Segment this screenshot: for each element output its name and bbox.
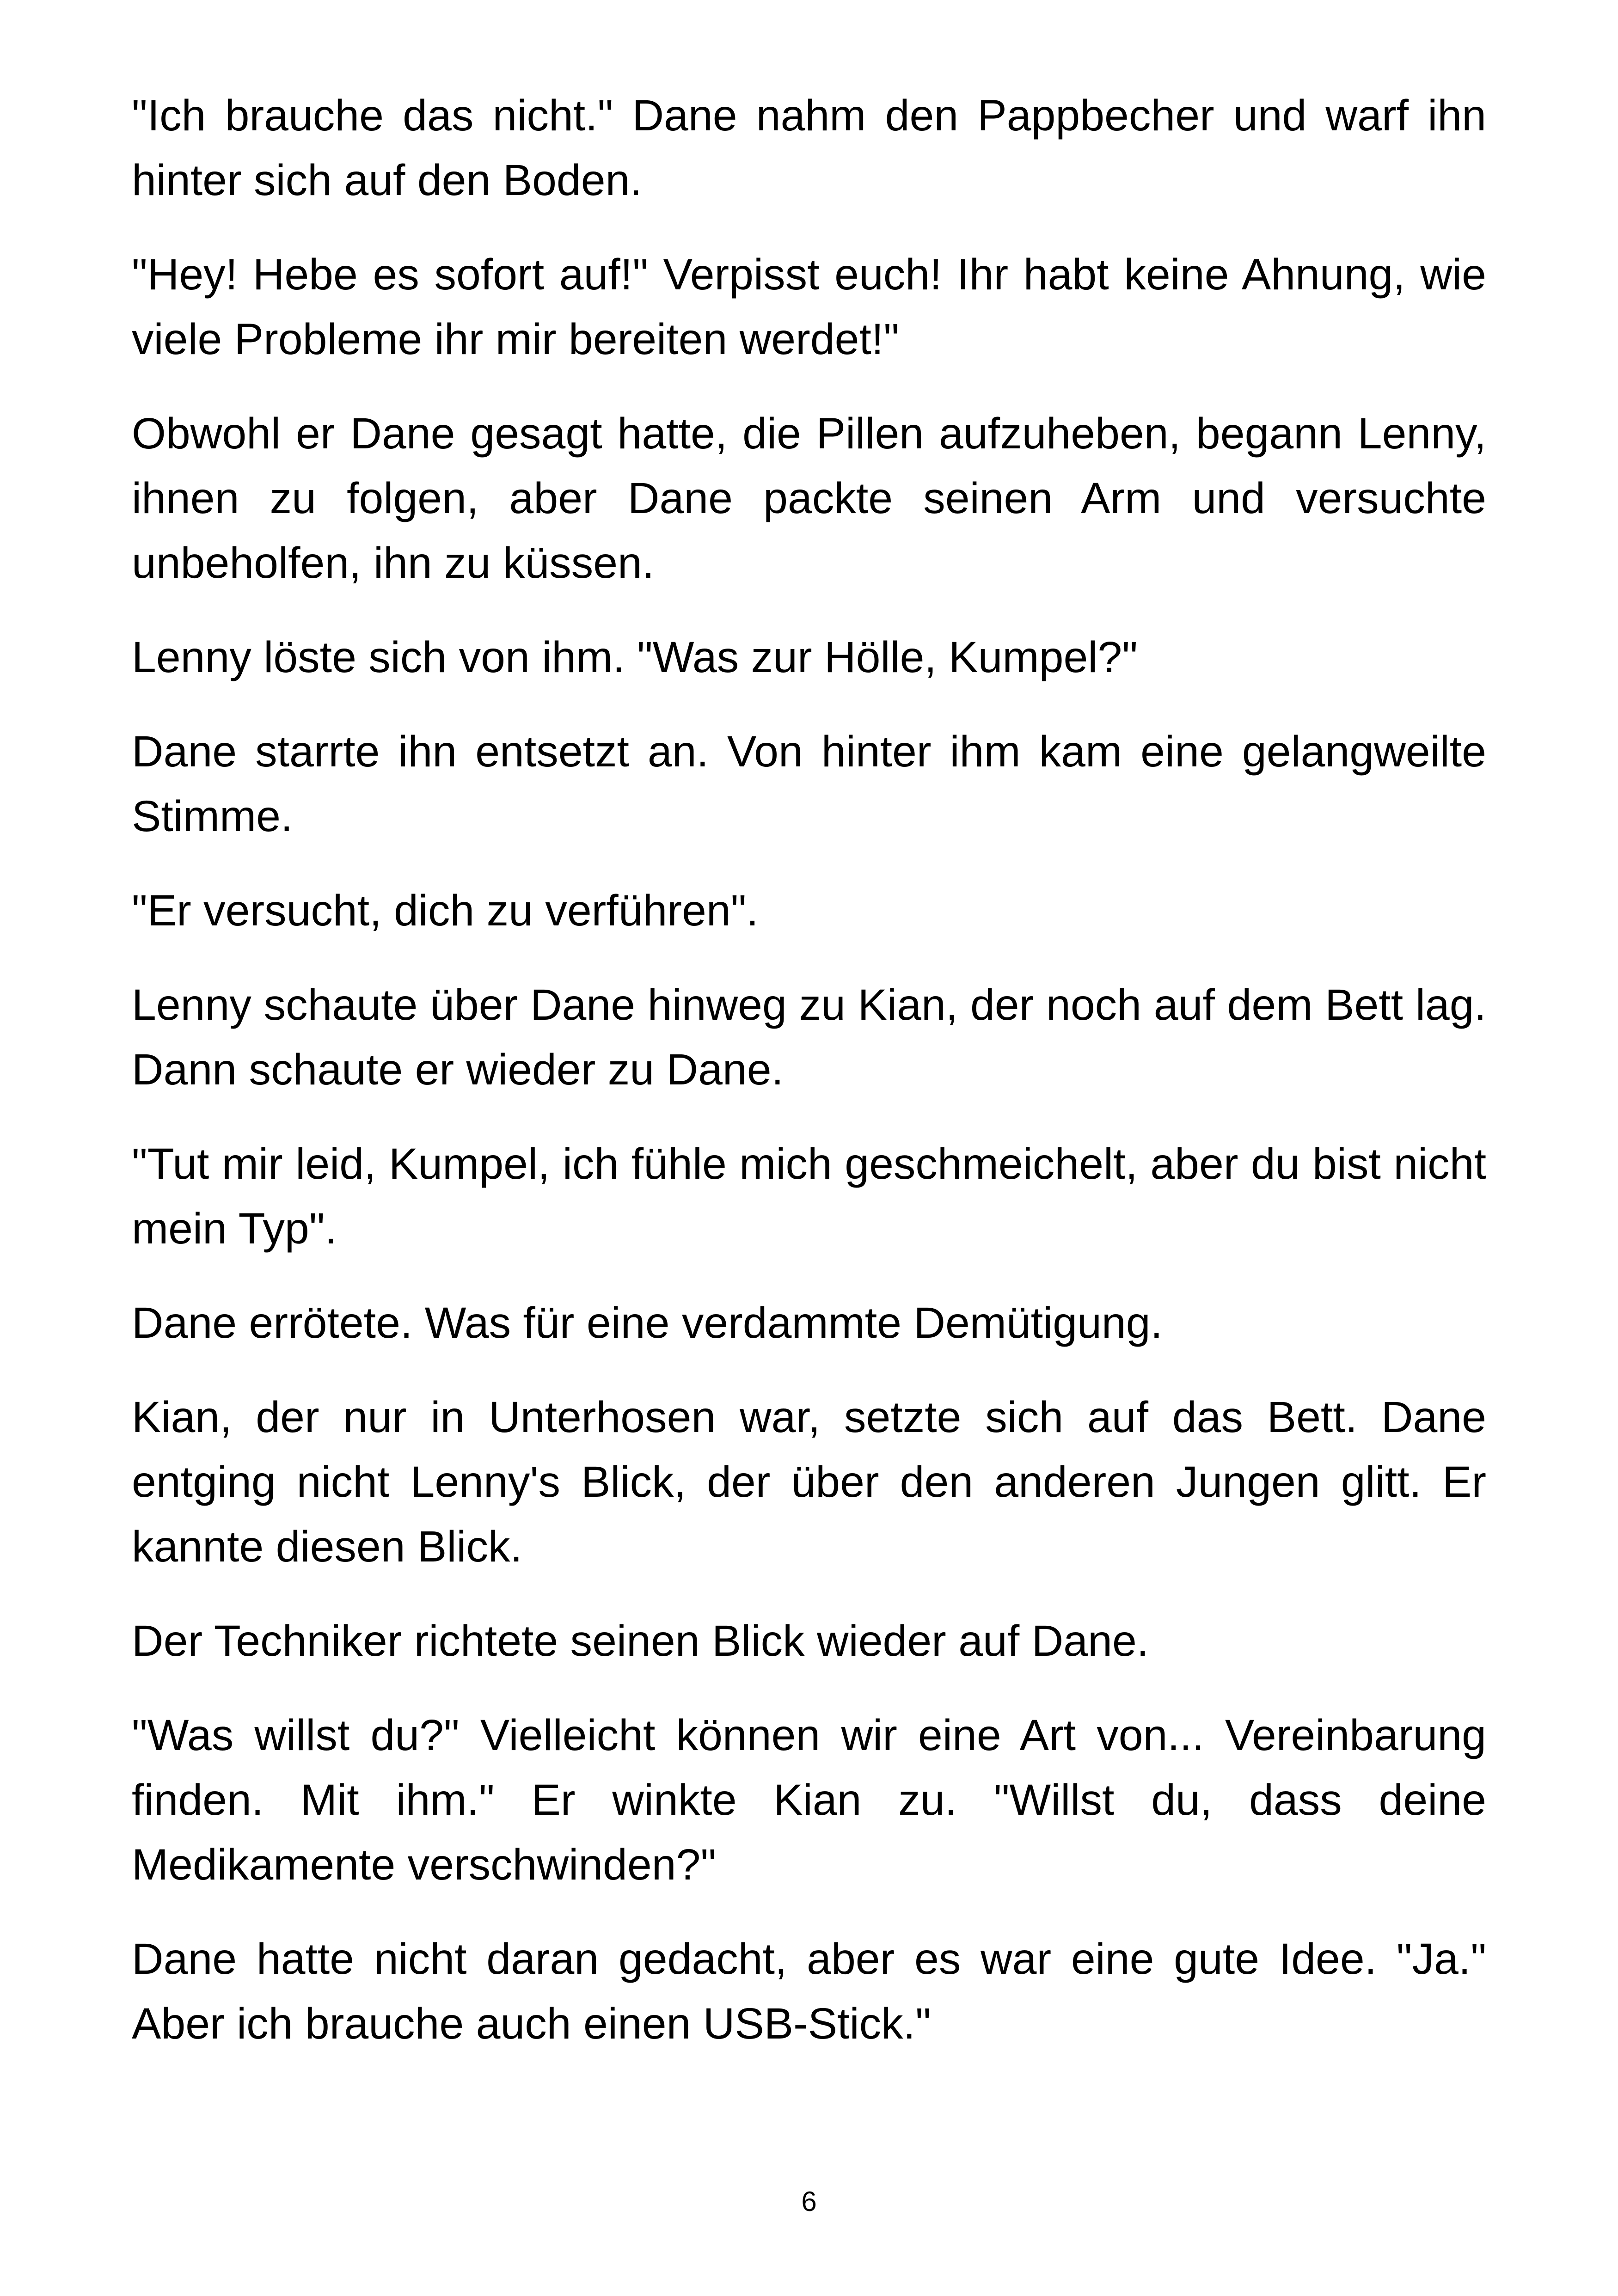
paragraph-9: Dane errötete. Was für eine verdammte Demütigung. [132,1298,1163,1347]
paragraph-12: "Was willst du?" Vielleicht können wir eine Art von... Vereinbarung finden. Mit ihm." Er winkte Kian zu. "Willst du, dass deine Medikamente verschwinden?" [132,1711,1486,1889]
paragraph-10: Kian, der nur in Unterhosen war, setzte sich auf das Bett. Dane entging nicht Lenny's Blick, der über den anderen Jungen glitt. Er kannte diesen Blick. [132,1393,1486,1571]
page-body [132,83,1486,2086]
paragraph-11: Der Techniker richtete seinen Blick wieder auf Dane. [132,1616,1149,1665]
paragraph-8: "Tut mir leid, Kumpel, ich fühle mich geschmeichelt, aber du bist nicht mein Typ". [132,1139,1486,1253]
paragraph-5: Dane starrte ihn entsetzt an. Von hinter ihm kam eine gelangweilte Stimme. [132,727,1486,841]
page-number: 6 [801,2186,817,2217]
paragraph-13: Dane hatte nicht daran gedacht, aber es war eine gute Idee. "Ja." Aber ich brauche auch einen USB-Stick." [132,1935,1486,2048]
paragraph-6: "Er versucht, dich zu verführen". [132,886,759,935]
paragraph-1: "Ich brauche das nicht." Dane nahm den Pappbecher und warf ihn hinter sich auf den Boden. [132,91,1486,205]
paragraph-3: Obwohl er Dane gesagt hatte, die Pillen aufzuheben, begann Lenny, ihnen zu folgen, aber Dane packte seinen Arm und versuchte unbeholfen, ihn zu küssen. [132,409,1486,588]
paragraph-2: "Hey! Hebe es sofort auf!" Verpisst euch! Ihr habt keine Ahnung, wie viele Probleme ihr mir bereiten werdet!" [132,250,1486,364]
paragraph-4: Lenny löste sich von ihm. "Was zur Hölle, Kumpel?" [132,633,1138,682]
paragraph-7: Lenny schaute über Dane hinweg zu Kian, der noch auf dem Bett lag. Dann schaute er wieder zu Dane. [132,980,1486,1094]
